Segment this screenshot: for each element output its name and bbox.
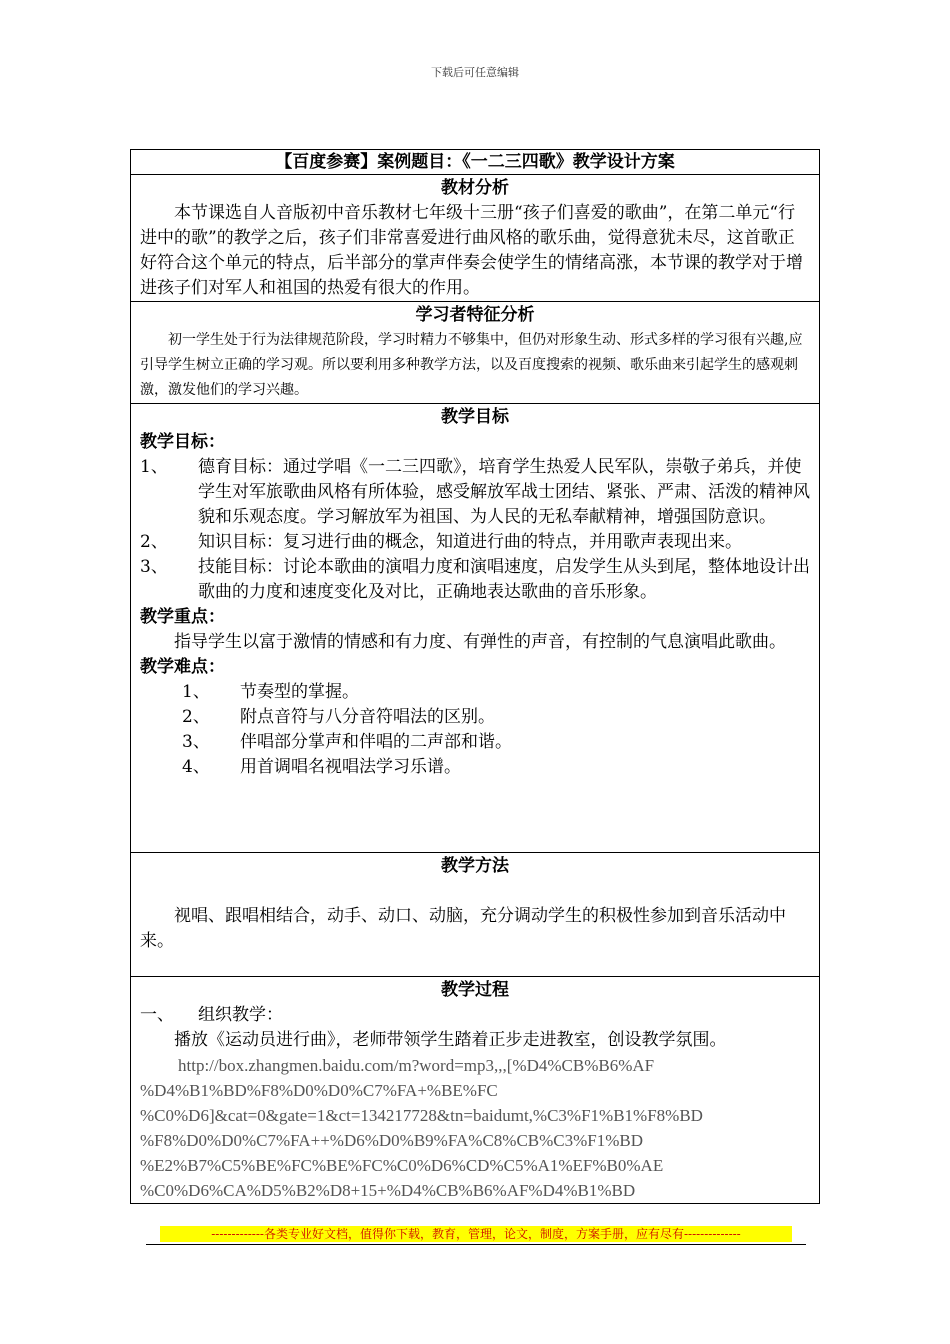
goal-number: 1、: [140, 457, 168, 477]
process-step-label: 组织教学：: [198, 1005, 283, 1025]
music-url[interactable]: [140, 1053, 810, 1203]
process-step-text: 播放《运动员进行曲》，老师带领学生踏着正步走进教室，创设教学氛围。: [174, 1030, 727, 1050]
key-point-label: 教学重点：: [140, 607, 225, 627]
teaching-method-heading: 教学方法: [441, 856, 509, 876]
goal-item: [140, 530, 810, 555]
difficult-item: [182, 755, 810, 780]
goal-text: 知识目标：复习进行曲的概念，知道进行曲的特点，并用歌声表现出来。: [198, 532, 742, 552]
goals-list: [140, 455, 810, 605]
footer-divider: [146, 1244, 806, 1245]
goal-number: 3、: [140, 557, 168, 577]
url-line: %C0%D6%CA%D5%B2%D8+15+%D4%CB%B6%AF%D4%B1%BD: [140, 1181, 636, 1200]
goal-item: [140, 555, 810, 605]
difficult-item: [182, 730, 810, 755]
teaching-method-cell: [131, 853, 820, 977]
goal-item: [140, 455, 810, 530]
goal-text: 技能目标：讨论本歌曲的演唱力度和演唱速度，启发学生从头到尾，整体地设计出歌曲的力度和速度变化及对比，正确地表达歌曲的音乐形象。: [198, 557, 810, 602]
page-header-note: 下载后可任意编辑: [431, 66, 519, 79]
teaching-process-heading: 教学过程: [441, 980, 509, 1000]
material-analysis-heading: 教材分析: [441, 178, 509, 198]
process-step-number: 一、: [140, 1005, 174, 1025]
difficult-number: 2、: [182, 707, 210, 727]
goals-label: 教学目标：: [140, 432, 225, 452]
learner-analysis-cell: [131, 302, 820, 404]
teaching-process-cell: [131, 977, 820, 1204]
difficult-text: 节奏型的掌握。: [240, 682, 359, 702]
url-line: %F8%D0%D0%C7%FA++%D6%D0%B9%FA%C8%CB%C3%F1%BD: [140, 1131, 644, 1150]
material-analysis-body: 本节课选自人音版初中音乐教材七年级十三册“孩子们喜爱的歌曲”，在第二单元“行进中的歌”的教学之后，孩子们非常喜爱进行曲风格的歌乐曲，觉得意犹未尽，这首歌正好符合这个单元的特点，后半部分的掌声伴奏会使学生的情绪高涨，本节课的教学对于增进孩子们对军人和祖国的热爱有很大的作用。: [140, 203, 803, 298]
teaching-goals-cell: [131, 404, 820, 853]
difficult-text: 用首调唱名视唱法学习乐谱。: [240, 757, 461, 777]
goal-number: 2、: [140, 532, 168, 552]
teaching-goals-heading: 教学目标: [441, 407, 509, 427]
key-point-text: 指导学生以富于激情的情感和有力度、有弹性的声音，有控制的气息演唱此歌曲。: [174, 632, 786, 652]
process-step: [140, 1003, 810, 1028]
footer-banner: -------------各类专业好文档，值得你下载，教育，管理，论文，制度，方案手册，应有尽有--------------: [160, 1226, 792, 1242]
difficult-item: [182, 680, 810, 705]
difficult-text: 附点音符与八分音符唱法的区别。: [240, 707, 495, 727]
difficult-text: 伴唱部分掌声和伴唱的二声部和谐。: [240, 732, 512, 752]
difficult-number: 3、: [182, 732, 210, 752]
teaching-method-body: 视唱、跟唱相结合，动手、动口、动脑，充分调动学生的积极性参加到音乐活动中来。: [140, 906, 786, 951]
url-line: %E2%B7%C5%BE%FC%BE%FC%C0%D6%CD%C5%A1%EF%B0%AE: [140, 1156, 664, 1175]
goal-text: 德育目标：通过学唱《一二三四歌》，培育学生热爱人民军队，崇敬子弟兵，并使学生对军旅歌曲风格有所体验，感受解放军战士团结、紧张、严肃、活泼的精神风貌和乐观态度。学习解放军为祖国、为人民的无私奉献精神，增强国防意识。: [198, 457, 810, 527]
learner-analysis-body: 初一学生处于行为法律规范阶段，学习时精力不够集中，但仍对形象生动、形式多样的学习很有兴趣,应引导学生树立正确的学习观。所以要利用多种教学方法，以及百度搜索的视频、歌乐曲来引起学生的感观刺激，激发他们的学习兴趣。: [140, 332, 803, 398]
url-line: %C0%D6]&cat=0&gate=1&ct=134217728&tn=baidumt,%C3%F1%B1%F8%BD: [140, 1106, 703, 1125]
difficult-point-label: 教学难点：: [140, 657, 225, 677]
learner-analysis-heading: 学习者特征分析: [415, 305, 535, 325]
url-line: http://box.zhangmen.baidu.com/m?word=mp3,,,[%D4%CB%B6%AF: [178, 1056, 655, 1075]
document-title: 【百度参赛】案例题目：《一二三四歌》教学设计方案: [131, 150, 820, 175]
difficult-number: 4、: [182, 757, 210, 777]
difficult-item: [182, 705, 810, 730]
material-analysis-cell: [131, 175, 820, 302]
lesson-plan-table: [130, 149, 820, 1204]
url-line: %D4%B1%BD%F8%D0%D0%C7%FA+%BE%FC: [140, 1081, 498, 1100]
difficult-points-list: [140, 680, 810, 780]
difficult-number: 1、: [182, 682, 210, 702]
